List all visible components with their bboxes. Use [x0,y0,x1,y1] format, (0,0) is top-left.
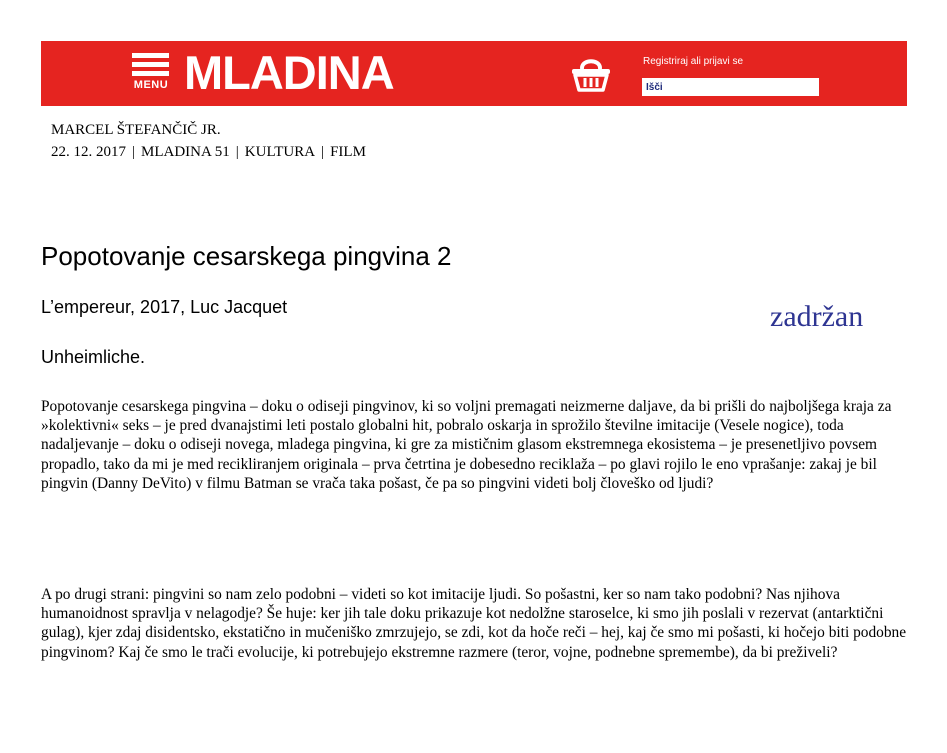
meta-separator: | [235,144,239,160]
menu-button[interactable] [131,50,171,94]
basket-icon[interactable] [569,54,613,94]
login-register-link[interactable]: Registriraj ali prijavi se [643,56,744,67]
category-link[interactable]: FILM [330,144,366,160]
film-rating: zadržan [770,300,864,333]
article-title: Popotovanje cesarskega pingvina 2 [41,241,452,271]
site-logo[interactable]: MLADINA [184,46,394,99]
film-info: L’empereur, 2017, Luc Jacquet [41,297,288,317]
article-date: 22. 12. 2017 [51,144,126,160]
menu-icon [132,53,169,58]
menu-icon-bar [132,62,169,67]
article-author[interactable]: MARCEL ŠTEFANČIČ JR. [51,122,221,138]
meta-separator: | [132,144,136,160]
section-link[interactable]: KULTURA [244,144,316,160]
article-meta [51,143,366,161]
article-paragraph: A po drugi strani: pingvini so nam zelo podobni – videti so kot imitacije ljudi. So pošastni, ker so nam tako podobni? Nas njihova humanoidnost spravlja v nelagodje? Še huje: ker jih tale doku prikazuje kot nedolžne staroselce, ki smo jih poslali v rezervat (antarktični gulag), kjer zdaj disidentsko, ekstatično in mučeniško zmrzujejo, se zdi, kot da hoče reči – hej, kaj če smo mi pošasti, ki hočejo biti podobne pingvinom? Kaj če smo le trači evolucije, ki potrebujejo ekstremne razmere (teror, vojne, podnebne spremembe), da bi preživeli? [41,586,907,661]
issue-link[interactable]: MLADINA 51 [141,144,230,160]
menu-label: MENU [133,79,169,91]
article-paragraph: Popotovanje cesarskega pingvina – doku o odiseji pingvinov, ki so voljni premagati neizmerne daljave, da bi prišli do najboljšega kraja za »kolektivni« seks – je pred dvanajstimi leti postalo globalni hit, pobralo oskarja in sprožilo številne imitacije (Vesele nogice), toda nadaljevanje – doku o odiseji novega, mladega pingvina, ki gre za mističnim glasom ekstremnega ekosistema – je presenetljivo povsem propadlo, tako da mi je med recikliranjem originala – prva četrtina je dobesedno reciklaža – po glavi rojilo le eno vprašanje: zakaj je bil pingvin (Danny DeVito) v filmu Batman se vrača taka pošast, če pa so pingvini videti bolj človeško od ljudi? [41,398,892,492]
article-lead: Unheimliche. [41,347,146,367]
search-input[interactable] [642,78,819,96]
menu-icon-bar [132,71,169,76]
site-header [41,41,907,106]
meta-separator: | [321,144,325,160]
